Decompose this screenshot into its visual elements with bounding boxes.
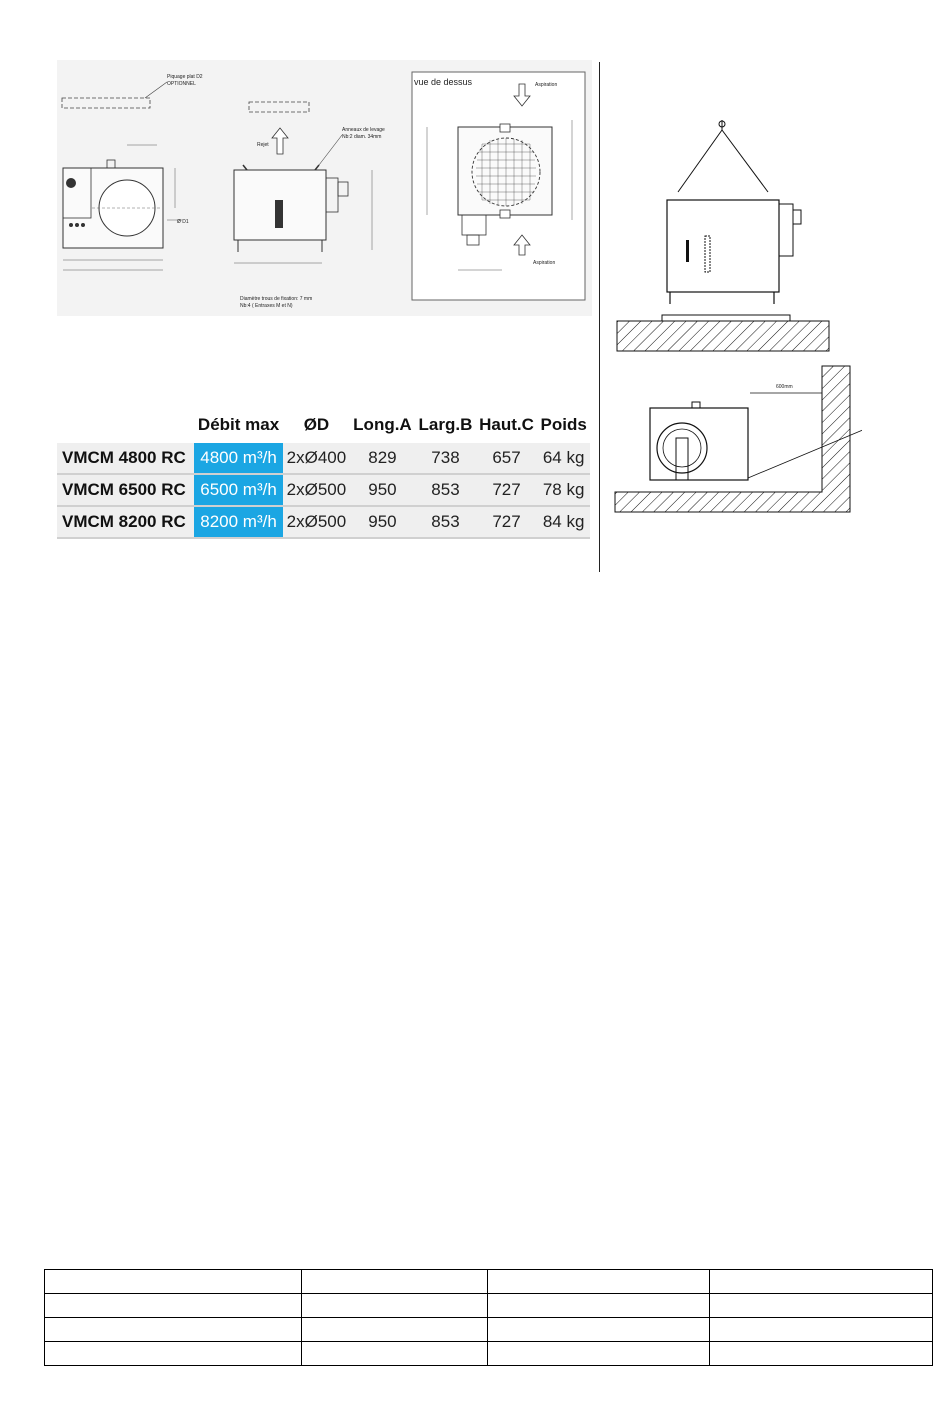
dimension-drawings (57, 60, 592, 316)
label-diametre: Ø D1 (177, 219, 189, 225)
cell-length: 950 (350, 474, 415, 506)
label-rejet: Rejet (257, 142, 269, 148)
header-width: Larg.B (418, 415, 473, 434)
label-anneaux-1: Anneaux de levage (342, 127, 385, 133)
specification-table (57, 412, 590, 539)
header-diameter: ØD (303, 415, 330, 434)
table-row (45, 1294, 933, 1318)
cell-flow: 8200 m³/h (194, 506, 283, 538)
label-aspiration-bottom: Aspiration (533, 260, 556, 266)
cell-width: 853 (415, 506, 476, 538)
header-debit: Débit max (197, 415, 280, 434)
cell-flow: 6500 m³/h (194, 474, 283, 506)
cell-model: VMCM 4800 RC (57, 443, 194, 474)
cell-model: VMCM 8200 RC (57, 506, 194, 538)
table-row (57, 443, 590, 474)
cell-weight: 78 kg (537, 474, 590, 506)
cell-height: 657 (476, 443, 538, 474)
cell-diameter: 2xØ500 (283, 474, 350, 506)
header-model (57, 412, 194, 443)
cell-width: 853 (415, 474, 476, 506)
cell-weight: 64 kg (537, 443, 590, 474)
label-fixation-1: Diamètre trous de fixation: 7 mm (240, 296, 313, 302)
label-aspiration-top: Aspiration (535, 82, 558, 88)
table-row (57, 506, 590, 538)
cell-diameter: 2xØ500 (283, 506, 350, 538)
cell-flow: 4800 m³/h (194, 443, 283, 474)
cell-height: 727 (476, 506, 538, 538)
header-height: Haut.C (479, 415, 534, 434)
spec-table-header-row (57, 412, 590, 443)
label-anneaux-2: Nb:2 diam. 34mm (342, 134, 382, 140)
installation-drawings (612, 112, 862, 532)
label-piquage: Piquage plat D2 (167, 74, 203, 80)
technical-drawing-panel (57, 60, 592, 316)
cell-length: 950 (350, 506, 415, 538)
label-clearance: 600mm (776, 384, 793, 390)
label-optionnel: OPTIONNEL (167, 81, 196, 87)
table-row (45, 1318, 933, 1342)
cell-model: VMCM 6500 RC (57, 474, 194, 506)
table-row (45, 1270, 933, 1294)
label-fixation-2: Nb:4 ( Entraxes M et N) (240, 303, 293, 309)
cell-length: 829 (350, 443, 415, 474)
table-row (57, 474, 590, 506)
label-vue-de-dessus: vue de dessus (414, 77, 473, 87)
cell-width: 738 (415, 443, 476, 474)
empty-grid-table (44, 1269, 933, 1366)
header-length: Long.A (353, 415, 412, 434)
cell-height: 727 (476, 474, 538, 506)
table-row (45, 1342, 933, 1366)
cell-weight: 84 kg (537, 506, 590, 538)
cell-diameter: 2xØ400 (283, 443, 350, 474)
installation-diagrams (612, 112, 862, 532)
header-weight: Poids (540, 415, 587, 434)
vertical-divider (599, 62, 600, 572)
